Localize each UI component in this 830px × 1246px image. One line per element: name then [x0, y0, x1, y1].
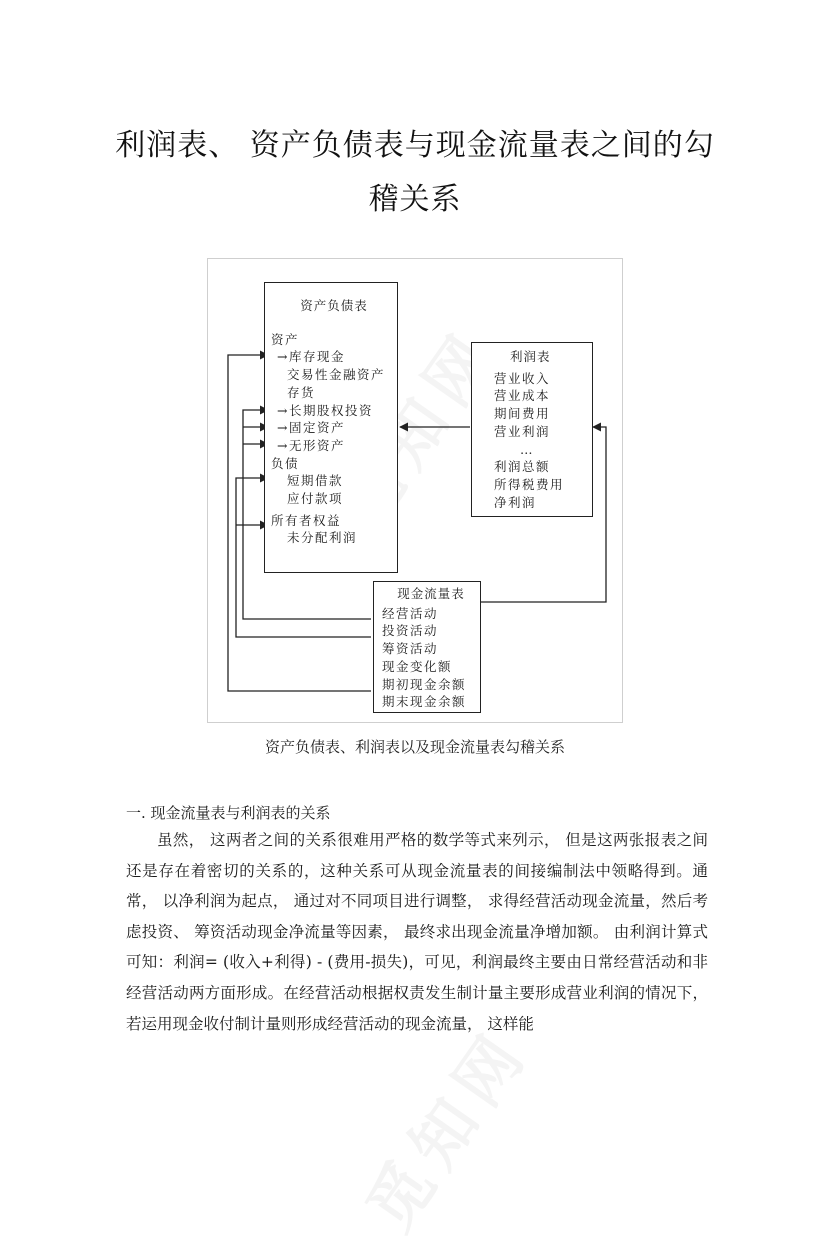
body-paragraph: 虽然， 这两者之间的关系很难用严格的数学等式来列示， 但是这两张报表之间还是存在着密切的关系的，这种关系可从现金流量表的间接编制法中领略得到。通常， 以净利润为起点， 通过对不同项目进行调整， 求得经营活动现金流量，然后考虑投资、 筹资活动现金净流量等因素， 最终求出现金流量净增加额。 由利润计算式可知：利润= (收入+利得) - (费用-损失)，可见，利润最终主要由日常经营活动和非经营活动两方面形成。在经营活动根据权责发生制计量主要形成营业利润的情况下，若运用现金收付制计量则形成经营活动的现金流量， 这样能 — [126, 831, 708, 1033]
page-title: 利润表、 资产负债表与现金流量表之间的勾 — [115, 128, 715, 163]
balance-sheet-box — [264, 282, 398, 573]
list-item: 应付款项 — [287, 491, 344, 507]
list-item: 短期借款 — [287, 473, 344, 489]
list-item: 营业收入 — [494, 370, 551, 386]
list-item: … — [520, 441, 534, 457]
list-item: 存货 — [287, 384, 316, 400]
list-item: 筹资活动 — [382, 641, 439, 657]
list-item: 期末现金余额 — [382, 694, 467, 710]
list-item: 资产 — [271, 331, 300, 347]
list-item: 所有者权益 — [271, 512, 342, 528]
cash-flow-statement-title: 现金流量表 — [397, 586, 465, 601]
income-statement-title: 利润表 — [510, 349, 551, 364]
list-item: →长期股权投资 — [277, 402, 373, 418]
list-item: →固定资产 — [277, 420, 345, 436]
list-item: 所得税费用 — [494, 476, 565, 492]
balance-sheet-title: 资产负债表 — [300, 298, 368, 313]
list-item: 净利润 — [494, 494, 537, 510]
cash-flow-statement-box — [373, 581, 481, 713]
list-item: 营业成本 — [494, 388, 551, 404]
watermark — [341, 1006, 547, 1246]
list-item: →库存现金 — [277, 349, 345, 365]
list-item: 利润总额 — [494, 459, 551, 475]
list-item: 未分配利润 — [287, 530, 358, 546]
list-item: 现金变化额 — [382, 658, 453, 674]
list-item: 交易性金融资产 — [287, 367, 386, 383]
income-statement-box — [471, 342, 593, 517]
financial-statements-diagram — [207, 258, 623, 723]
list-item: 期初现金余额 — [382, 676, 467, 692]
list-item: 负债 — [271, 455, 300, 471]
list-item: →无形资产 — [277, 437, 345, 453]
list-item: 投资活动 — [382, 623, 439, 639]
page-title-continued: 稽关系 — [368, 182, 462, 217]
list-item: 营业利润 — [494, 423, 551, 439]
diagram-caption: 资产负债表、利润表以及现金流量表勾稽关系 — [264, 738, 565, 756]
list-item: 期间费用 — [494, 406, 551, 422]
section-heading: 一. 现金流量表与利润表的关系 — [126, 804, 331, 822]
list-item: 经营活动 — [382, 605, 439, 621]
